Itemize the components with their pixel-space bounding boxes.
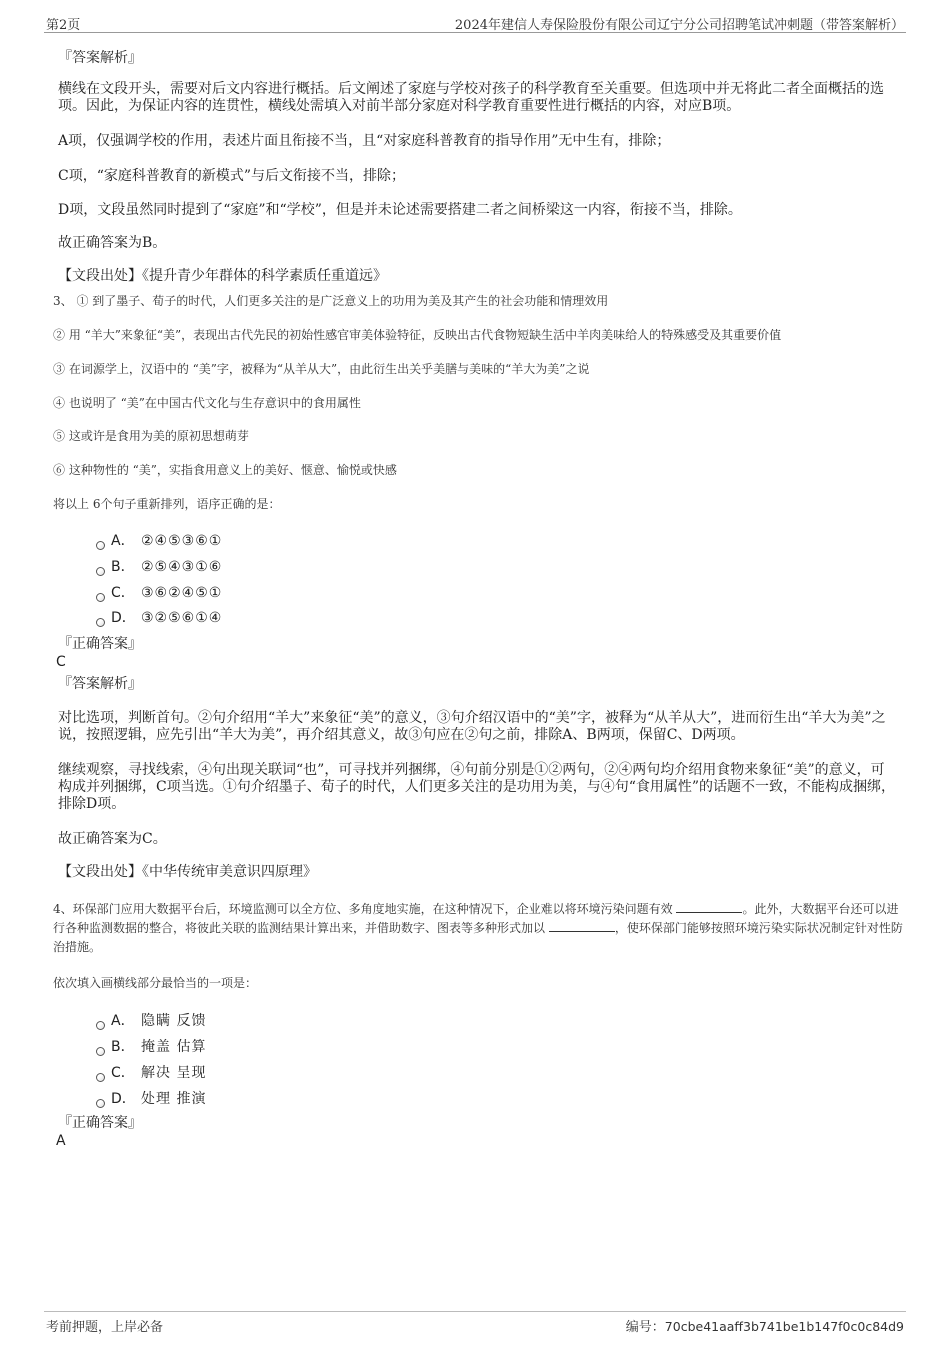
option-b[interactable]: B． 掩盖 估算 <box>96 1036 206 1054</box>
question-sentence: ⑤ 这或许是食用为美的原初思想萌芽 <box>53 429 249 443</box>
passage-source: 【文段出处】《提升青少年群体的科学素质任重道远》 <box>58 268 387 284</box>
option-d[interactable]: D． 处理 推演 <box>96 1088 206 1106</box>
radio-button[interactable] <box>96 1073 105 1082</box>
page-footer <box>44 1311 906 1336</box>
question-stem: 4、环保部门应用大数据平台后，环境监测可以全方位、多角度地实施，在这种情况下，企业难以将环境污染问题有效 。此外，大数据平台还可以进行各种监测数据的整合，将彼此关联的监测结果计算出来，并借助数字、图表等多种形式加以 ，使环保部门能够按照环境污染实际状况制定针对性防治措施。 <box>53 902 903 954</box>
radio-button[interactable] <box>96 593 105 602</box>
analysis-paragraph: 横线在文段开头，需要对后文内容进行概括。后文阐述了家庭与学校对孩子的科学教育至关重要。但选项中并无将此二者全面概括的选项。因此，为保证内容的连贯性，横线处需填入对前半部分家庭对科学教育重要性进行概括的内容，对应B项。 <box>58 81 884 114</box>
question-sentence: ⑥ 这种物性的 “美”，实指食用意义上的美好、惬意、愉悦或快感 <box>53 463 397 477</box>
answer-tag: 『正确答案』 <box>58 636 142 652</box>
radio-button[interactable] <box>96 1047 105 1056</box>
question-prompt: 依次填入画横线部分最恰当的一项是： <box>53 976 258 990</box>
radio-button[interactable] <box>96 1099 105 1108</box>
option-c[interactable]: C． 解决 呈现 <box>96 1062 206 1080</box>
fill-blank[interactable] <box>676 901 742 913</box>
option-d[interactable]: D． ③②⑤⑥①④ <box>96 607 222 625</box>
analysis-conclusion: 故正确答案为B。 <box>58 235 167 251</box>
question-sentence: ② 用 “羊大”来象征“美”，表现出古代先民的初始性感官审美体验特征，反映出古代食物短缺生活中羊肉美味给人的特殊感受及其重要价值 <box>53 328 782 342</box>
radio-button[interactable] <box>96 618 105 627</box>
radio-button[interactable] <box>96 541 105 550</box>
document-id: 编号：70cbe41aaff3b741be1b147f0c0c84d9 <box>625 1319 904 1335</box>
analysis-paragraph: C项，“家庭科普教育的新模式”与后文衔接不当，排除； <box>58 168 406 184</box>
option-a[interactable]: A． 隐瞒 反馈 <box>96 1010 206 1028</box>
analysis-paragraph: 继续观察，寻找线索，④句出现关联词“也”，可寻找并列捆绑，④句前分别是①②两句，②④两句均介绍用食物来象征“美”的意义，可构成并列捆绑，C项当选。①句介绍墨子、荀子的时代，人们更多关注的是功用为美，与④句“食用属性”的话题不一致，不能构成捆绑，排除D项。 <box>58 762 896 812</box>
question-sentence: ③ 在词源学上，汉语中的 “美”字，被释为“从羊从大”，由此衍生出关乎美膳与美味的“羊大为美”之说 <box>53 362 590 376</box>
question-sentence: ④ 也说明了 “美”在中国古代文化与生存意识中的食用属性 <box>53 396 361 410</box>
document-title: 2024年建信人寿保险股份有限公司辽宁分公司招聘笔试冲刺题（带答案解析） <box>454 18 904 33</box>
passage-source: 【文段出处】《中华传统审美意识四原理》 <box>58 864 317 880</box>
analysis-conclusion: 故正确答案为C。 <box>58 831 167 847</box>
analysis-tag: 『答案解析』 <box>58 50 142 66</box>
page-header <box>44 12 906 33</box>
analysis-paragraph: 对比选项，判断首句。②句介绍用“羊大”来象征“美”的意义，③句介绍汉语中的“美”字，被释为“从羊从大”，进而衍生出“羊大为美”之说，按照逻辑，应先引出“羊大为美”，再介绍其意义，故③句应在②句之前，排除A、B两项，保留C、D两项。 <box>58 710 886 743</box>
question-sentence: 3、 ① 到了墨子、荀子的时代，人们更多关注的是广泛意义上的功用为美及其产生的社会功能和情理效用 <box>53 294 609 308</box>
radio-button[interactable] <box>96 1021 105 1030</box>
answer-tag: 『正确答案』 <box>58 1115 142 1131</box>
analysis-paragraph: A项，仅强调学校的作用，表述片面且衔接不当，且“对家庭科普教育的指导作用”无中生有，排除； <box>58 133 671 149</box>
radio-button[interactable] <box>96 567 105 576</box>
footer-slogan: 考前押题，上岸必备 <box>46 1320 164 1335</box>
question-prompt: 将以上 6个句子重新排列，语序正确的是： <box>53 497 281 511</box>
option-c[interactable]: C． ③⑥②④⑤① <box>96 582 222 600</box>
page-number: 第2页 <box>46 18 81 33</box>
correct-answer: C <box>56 654 66 670</box>
correct-answer: A <box>56 1133 66 1149</box>
fill-blank[interactable] <box>549 920 615 932</box>
analysis-paragraph: D项，文段虽然同时提到了“家庭”和“学校”，但是并未论述需要搭建二者之间桥梁这一内容，衔接不当，排除。 <box>58 202 742 218</box>
analysis-tag: 『答案解析』 <box>58 676 142 692</box>
option-b[interactable]: B． ②⑤④③①⑥ <box>96 556 222 574</box>
option-a[interactable]: A． ②④⑤③⑥① <box>96 530 222 548</box>
